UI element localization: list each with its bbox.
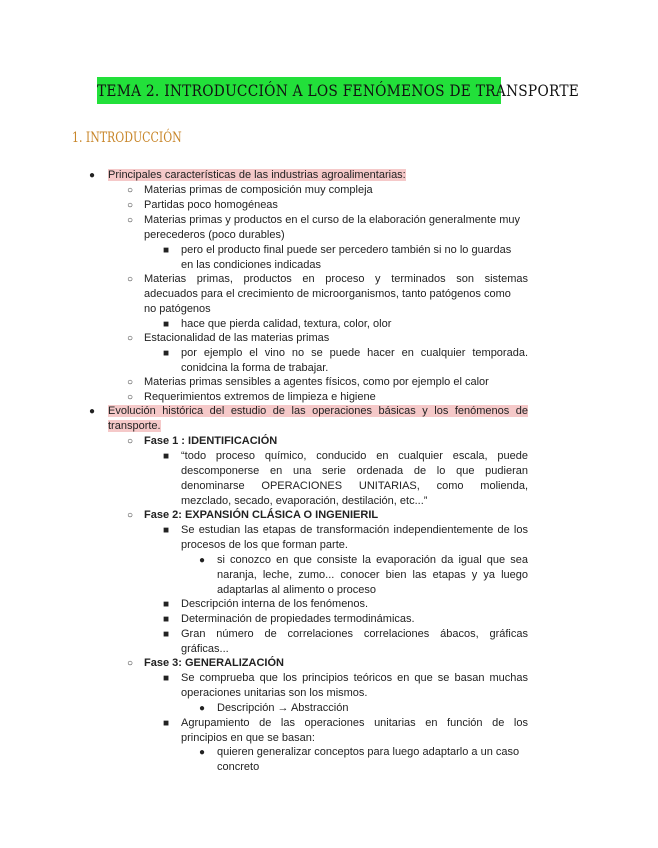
list-item: Agrupamiento de las operaciones unitarias en función de los <box>181 717 528 729</box>
bullet-square: ■ <box>163 673 170 684</box>
phase-heading: Fase 2: EXPANSIÓN CLÁSICA O INGENIERIL <box>144 509 379 521</box>
bullet-disc: ● <box>199 555 206 566</box>
bullet-square: ■ <box>163 629 170 640</box>
section-heading: 1. INTRODUCCIÓN <box>72 130 182 146</box>
list-item: Partidas poco homogéneas <box>144 199 278 211</box>
list-item-continuation: descomponerse en una serie ordenada de lo que pudieran <box>181 465 528 477</box>
list-item: Materias primas y productos en el curso de la elaboración generalmente muy <box>144 214 521 226</box>
list-item-continuation: denominarse OPERACIONES UNITARIAS, como molienda, <box>181 480 528 492</box>
list-item: Materias primas, productos en proceso y terminados son sistemas <box>144 273 528 285</box>
bullet-disc: ● <box>199 747 206 758</box>
page-title: TEMA 2. INTRODUCCIÓN A LOS FENÓMENOS DE TRANSPORTE <box>97 77 501 104</box>
bullet-square: ■ <box>163 348 170 359</box>
list-item: hace que pierda calidad, textura, color, olor <box>181 318 392 330</box>
list-item-continuation: no patógenos <box>144 303 211 315</box>
phase-heading: Fase 3: GENERALIZACIÓN <box>144 657 284 669</box>
bullet-square: ■ <box>163 319 170 330</box>
bullet-square: ■ <box>163 599 170 610</box>
bullet-circle: ○ <box>127 185 134 196</box>
list-item: Determinación de propiedades termodinámicas. <box>181 613 415 625</box>
list-item-continuation: adecuados para el crecimiento de microorganismos, tanto patógenos como <box>144 288 511 300</box>
list-item: por ejemplo el vino no se puede hacer en cualquier temporada. <box>181 347 528 359</box>
bullet-circle: ○ <box>127 333 134 344</box>
list-item: Requerimientos extremos de limpieza e higiene <box>144 391 376 403</box>
list-item-continuation: procesos de los que forman parte. <box>181 539 348 551</box>
bullet-disc: ● <box>89 406 96 417</box>
list-item-continuation: perecederos (poco durables) <box>144 229 285 241</box>
list-item: Gran número de correlaciones correlaciones ábacos, gráficas <box>181 628 528 640</box>
list-item-continuation: transporte. <box>108 420 161 432</box>
list-item: Materias primas de composición muy compleja <box>144 184 373 196</box>
list-item-continuation: operaciones unitarias son los mismos. <box>181 687 368 699</box>
list-item: Evolución histórica del estudio de las operaciones básicas y los fenómenos de <box>108 405 528 417</box>
bullet-circle: ○ <box>127 436 134 447</box>
list-item: pero el producto final puede ser percedero también si no lo guardas <box>181 244 512 256</box>
list-item-continuation: en las condiciones indicadas <box>181 259 322 271</box>
list-item-continuation: mezclado, secado, evaporación, destilación, etc...” <box>181 495 428 507</box>
list-item-continuation: adaptarlas al alimento o proceso <box>217 584 376 596</box>
bullet-circle: ○ <box>127 200 134 211</box>
list-item: Materias primas sensibles a agentes físicos, como por ejemplo el calor <box>144 376 489 388</box>
bullet-circle: ○ <box>127 658 134 669</box>
list-item: quieren generalizar conceptos para luego adaptarlo a un caso <box>217 746 520 758</box>
phase-heading: Fase 1 : IDENTIFICACIÓN <box>144 435 278 447</box>
bullet-circle: ○ <box>127 392 134 403</box>
list-item-continuation: gráficas... <box>181 643 229 655</box>
list-item-continuation: concreto <box>217 761 260 773</box>
list-item-continuation: principios en que se basan: <box>181 732 315 744</box>
bullet-square: ■ <box>163 451 170 462</box>
bullet-circle: ○ <box>127 215 134 226</box>
bullet-disc: ● <box>89 170 96 181</box>
list-item: Descripción interna de los fenómenos. <box>181 598 369 610</box>
bullet-square: ■ <box>163 245 170 256</box>
list-item-continuation: conidcina la forma de trabajar. <box>181 362 329 374</box>
bullet-circle: ○ <box>127 510 134 521</box>
list-item: Se estudian las etapas de transformación independientemente de los <box>181 524 528 536</box>
list-item: Estacionalidad de las materias primas <box>144 332 330 344</box>
bullet-square: ■ <box>163 718 170 729</box>
list-item: Se comprueba que los principios teóricos en que se basan muchas <box>181 672 528 684</box>
bullet-square: ■ <box>163 614 170 625</box>
bullet-square: ■ <box>163 525 170 536</box>
bullet-circle: ○ <box>127 274 134 285</box>
bullet-circle: ○ <box>127 377 134 388</box>
bullet-disc: ● <box>199 703 206 714</box>
list-item: “todo proceso químico, conducido en cualquier escala, puede <box>181 450 528 462</box>
list-item: Principales características de las industrias agroalimentarias: <box>108 169 406 181</box>
list-item: si conozco en que consiste la evaporación da igual que sea <box>217 554 528 566</box>
list-item: Descripción → Abstracción <box>217 702 349 714</box>
list-item-continuation: naranja, leche, zumo... conocer bien las etapas y ya luego <box>217 569 528 581</box>
